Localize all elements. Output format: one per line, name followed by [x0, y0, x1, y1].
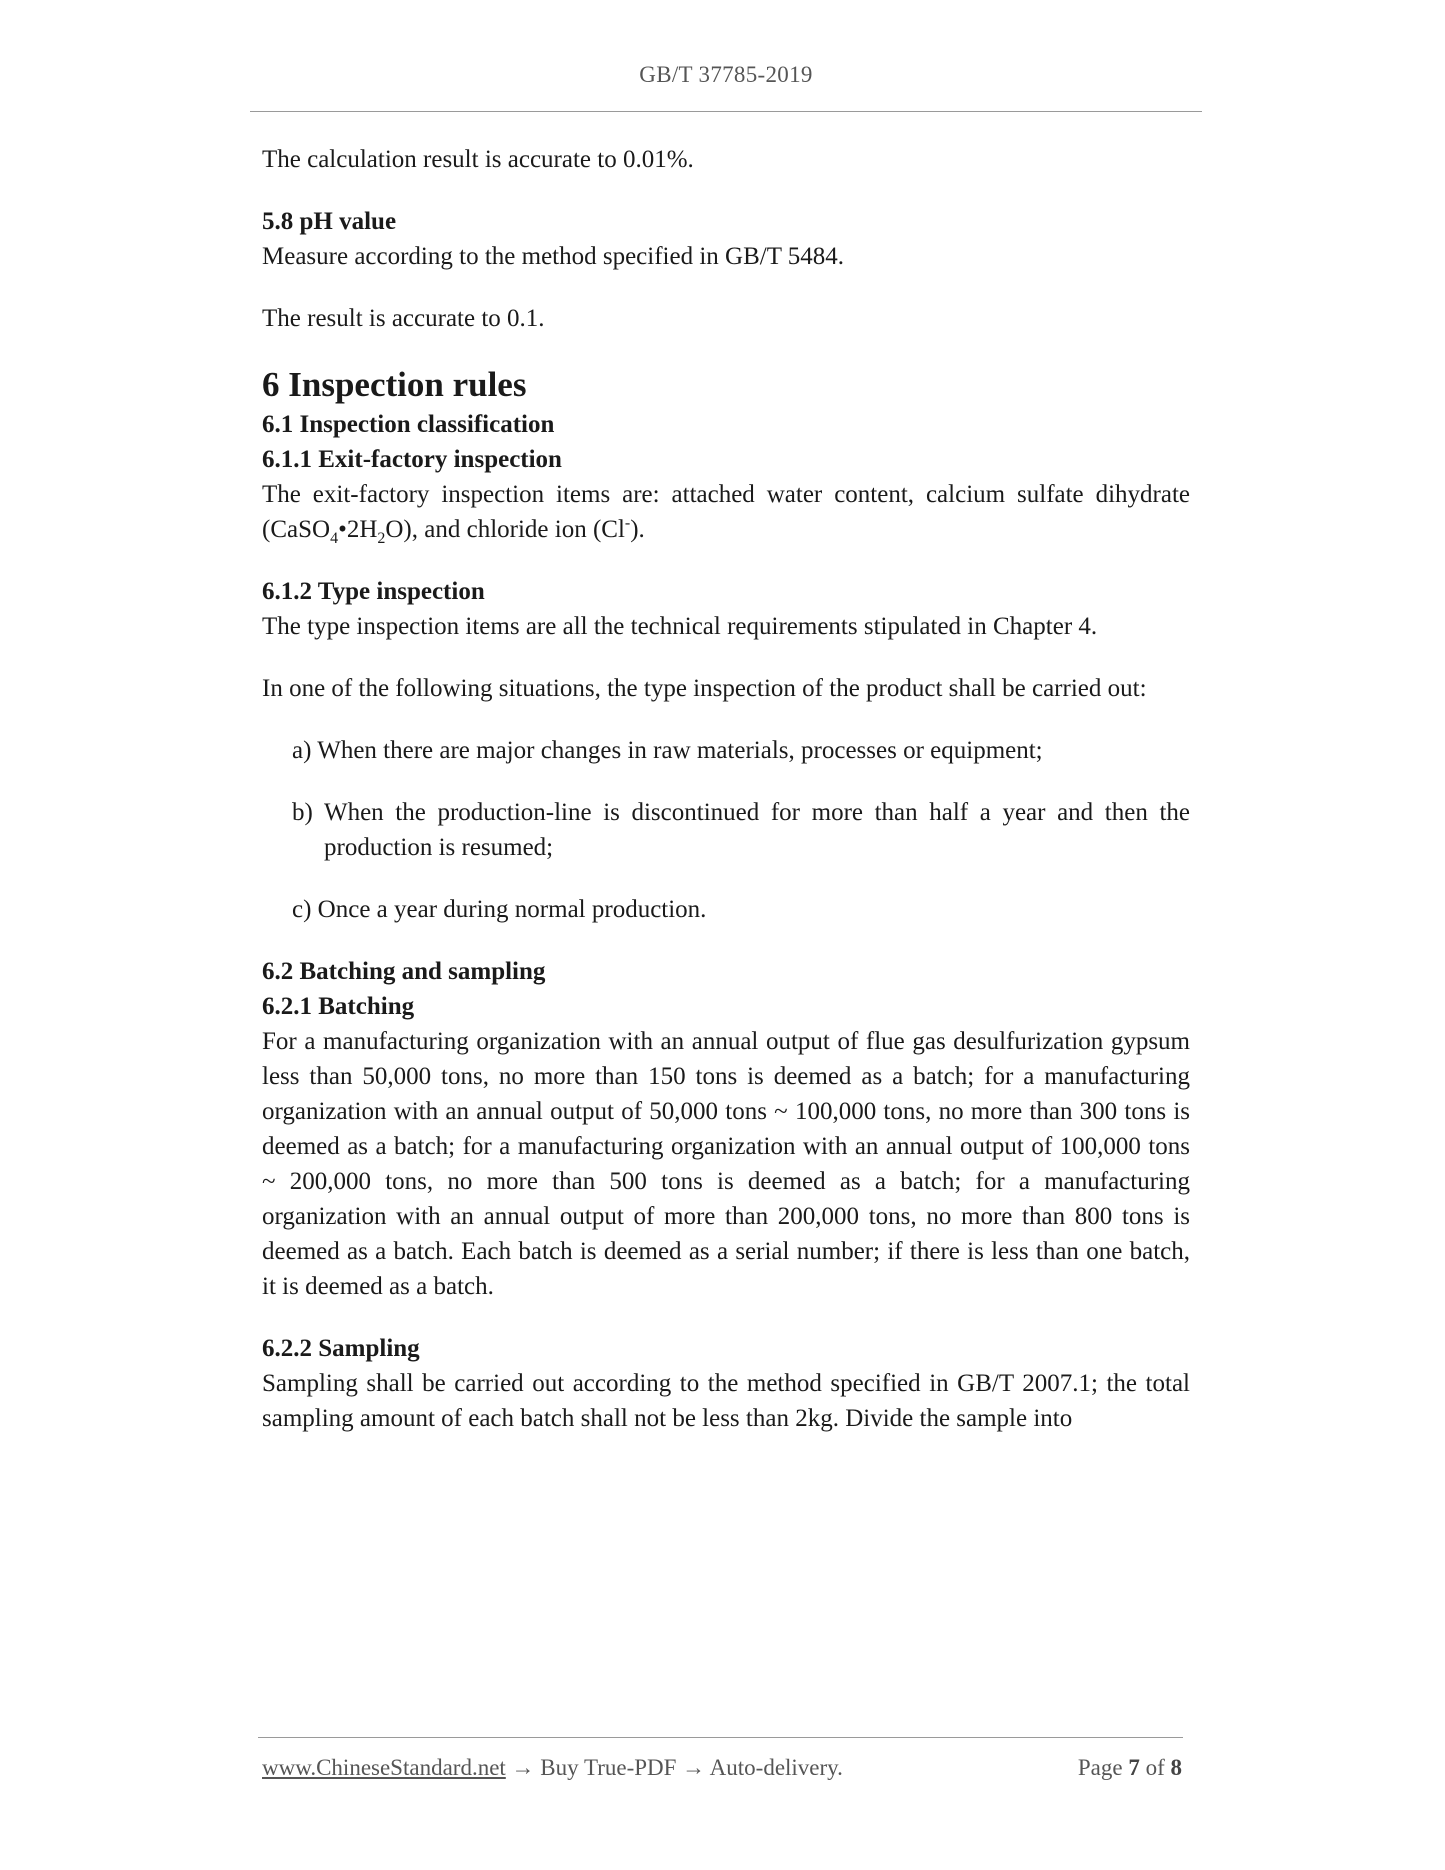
section-6-2-heading: 6.2 Batching and sampling	[262, 958, 546, 985]
page-label: Page	[1077, 1755, 1123, 1780]
exit-text-4: ).	[630, 516, 645, 543]
exit-subscript-4: 4	[330, 530, 339, 547]
exit-superscript-minus: -	[624, 514, 631, 532]
section-6-1-heading: 6.1 Inspection classification	[262, 411, 555, 438]
exit-factory-paragraph	[262, 477, 1190, 547]
section-6-1-2-heading: 6.1.2 Type inspection	[262, 578, 485, 605]
page-of-label: of	[1145, 1755, 1165, 1780]
list-item-b: b) When the production-line is discontinued for more than half a year and then the production is resumed;	[292, 799, 1190, 861]
page-total-number: 8	[1170, 1755, 1182, 1780]
exit-text-1: The exit-factory inspection items are: attached water content, calcium sulfate dihydrate (CaSO	[262, 481, 1190, 543]
type-situations-paragraph: In one of the following situations, the type inspection of the product shall be carried out:	[262, 675, 1147, 702]
list-item-a: a) When there are major changes in raw materials, processes or equipment;	[292, 737, 1043, 764]
type-inspection-paragraph: The type inspection items are all the technical requirements stipulated in Chapter 4.	[262, 613, 1098, 640]
footer-divider	[258, 1737, 1183, 1738]
exit-subscript-2: 2	[377, 530, 386, 547]
section-6-1-1-heading: 6.1.1 Exit-factory inspection	[262, 446, 562, 473]
header-divider	[250, 111, 1202, 112]
footer-tagline: → Buy True-PDF → Auto-delivery.	[505, 1755, 843, 1780]
exit-text-3: O), and chloride ion (Cl	[385, 516, 625, 543]
section-5-8-heading: 5.8 pH value	[262, 208, 397, 235]
sampling-paragraph: Sampling shall be carried out according to the method specified in GB/T 2007.1; the total sampling amount of each batch shall not be less than 2kg. Divide the sample into	[262, 1370, 1190, 1432]
chinese-standard-link[interactable]: www.ChineseStandard.net	[262, 1755, 506, 1780]
list-item-c: c) Once a year during normal production.	[292, 896, 707, 923]
page-header-title: GB/T 37785-2019	[639, 62, 813, 87]
page-indicator	[1078, 1755, 1182, 1781]
section-6-2-2-heading: 6.2.2 Sampling	[262, 1335, 420, 1362]
calc-accuracy-paragraph: The calculation result is accurate to 0.01%.	[262, 146, 694, 173]
ph-result-paragraph: The result is accurate to 0.1.	[262, 305, 545, 332]
document-body	[262, 142, 1190, 1463]
page-current-number: 7	[1128, 1755, 1140, 1780]
chapter-6-heading: 6 Inspection rules	[262, 365, 527, 404]
exit-text-2: •2H	[338, 516, 378, 543]
section-6-2-1-heading: 6.2.1 Batching	[262, 993, 415, 1020]
page-footer	[262, 1755, 1182, 1781]
batching-paragraph: For a manufacturing organization with an annual output of flue gas desulfurization gypsum less than 50,000 tons, no more than 150 tons is deemed as a batch; for a manufacturing organization with an annual output of 50,000 tons ~ 100,000 tons, no more than 300 tons is deemed as a batch; for a manufacturing organization with an annual output of 100,000 tons ~ 200,000 tons, no more than 500 tons is deemed as a batch; for a manufacturing organization with an annual output of more than 200,000 tons, no more than 800 tons is deemed as a batch. Each batch is deemed as a serial number; if there is less than one batch, it is deemed as a batch.	[262, 1028, 1190, 1300]
ph-measure-paragraph: Measure according to the method specified in GB/T 5484.	[262, 243, 845, 270]
